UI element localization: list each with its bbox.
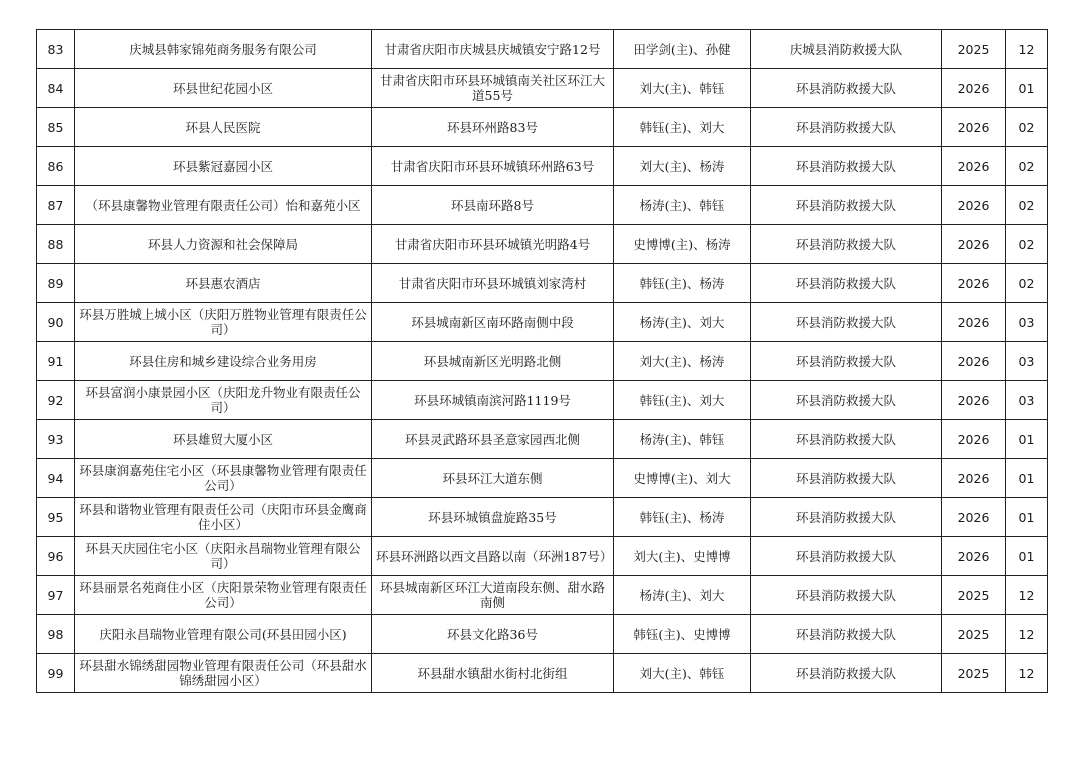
entity-address: 环县环江大道东侧 — [372, 459, 614, 498]
year-cell: 2026 — [942, 381, 1006, 420]
month-cell: 02 — [1006, 108, 1048, 147]
month-cell: 12 — [1006, 30, 1048, 69]
table-row — [37, 654, 1048, 693]
responsible-persons: 田学剑(主)、孙健 — [614, 30, 751, 69]
responsible-persons: 刘大(主)、史博博 — [614, 537, 751, 576]
row-number: 88 — [37, 225, 75, 264]
row-number: 91 — [37, 342, 75, 381]
month-cell: 01 — [1006, 420, 1048, 459]
entity-address: 甘肃省庆阳市环县环城镇光明路4号 — [372, 225, 614, 264]
inspection-table — [36, 29, 1048, 693]
month-cell: 01 — [1006, 498, 1048, 537]
table-row — [37, 576, 1048, 615]
month-cell: 03 — [1006, 342, 1048, 381]
year-cell: 2026 — [942, 537, 1006, 576]
entity-name: 环县天庆园住宅小区（庆阳永昌瑞物业管理有限公司） — [75, 537, 372, 576]
responsible-unit: 环县消防救援大队 — [751, 264, 942, 303]
year-cell: 2026 — [942, 342, 1006, 381]
table-row — [37, 147, 1048, 186]
entity-address: 环县环城镇南滨河路1119号 — [372, 381, 614, 420]
responsible-unit: 环县消防救援大队 — [751, 108, 942, 147]
responsible-unit: 环县消防救援大队 — [751, 576, 942, 615]
entity-name: 环县人民医院 — [75, 108, 372, 147]
year-cell: 2026 — [942, 225, 1006, 264]
responsible-unit: 环县消防救援大队 — [751, 537, 942, 576]
year-cell: 2025 — [942, 576, 1006, 615]
responsible-unit: 环县消防救援大队 — [751, 342, 942, 381]
table-body — [37, 30, 1048, 693]
entity-address: 甘肃省庆阳市环县环城镇环州路63号 — [372, 147, 614, 186]
row-number: 89 — [37, 264, 75, 303]
entity-name: 环县甜水锦绣甜园物业管理有限责任公司（环县甜水锦绣甜园小区） — [75, 654, 372, 693]
entity-name: 环县丽景名苑商住小区（庆阳景荣物业管理有限责任公司） — [75, 576, 372, 615]
entity-name: 环县人力资源和社会保障局 — [75, 225, 372, 264]
row-number: 96 — [37, 537, 75, 576]
entity-address: 环县城南新区环江大道南段东侧、甜水路南侧 — [372, 576, 614, 615]
year-cell: 2026 — [942, 459, 1006, 498]
month-cell: 02 — [1006, 186, 1048, 225]
entity-name: 环县住房和城乡建设综合业务用房 — [75, 342, 372, 381]
year-cell: 2026 — [942, 498, 1006, 537]
responsible-unit: 环县消防救援大队 — [751, 615, 942, 654]
table-row — [37, 303, 1048, 342]
month-cell: 03 — [1006, 303, 1048, 342]
entity-name: 环县万胜城上城小区（庆阳万胜物业管理有限责任公司） — [75, 303, 372, 342]
row-number: 83 — [37, 30, 75, 69]
year-cell: 2025 — [942, 615, 1006, 654]
responsible-unit: 环县消防救援大队 — [751, 498, 942, 537]
responsible-persons: 杨涛(主)、刘大 — [614, 576, 751, 615]
entity-address: 环县文化路36号 — [372, 615, 614, 654]
table-row — [37, 420, 1048, 459]
entity-name: 环县惠农酒店 — [75, 264, 372, 303]
entity-name: 庆城县韩家锦苑商务服务有限公司 — [75, 30, 372, 69]
row-number: 98 — [37, 615, 75, 654]
month-cell: 01 — [1006, 459, 1048, 498]
entity-address: 环县南环路8号 — [372, 186, 614, 225]
entity-address: 环县城南新区光明路北侧 — [372, 342, 614, 381]
responsible-persons: 杨涛(主)、刘大 — [614, 303, 751, 342]
responsible-persons: 杨涛(主)、韩钰 — [614, 420, 751, 459]
row-number: 86 — [37, 147, 75, 186]
entity-address: 环县环洲路以西文昌路以南（环洲187号） — [372, 537, 614, 576]
entity-name: 环县富润小康景园小区（庆阳龙升物业有限责任公司） — [75, 381, 372, 420]
responsible-persons: 杨涛(主)、韩钰 — [614, 186, 751, 225]
responsible-persons: 韩钰(主)、史博博 — [614, 615, 751, 654]
table-row — [37, 381, 1048, 420]
month-cell: 02 — [1006, 264, 1048, 303]
year-cell: 2025 — [942, 654, 1006, 693]
year-cell: 2026 — [942, 303, 1006, 342]
table-row — [37, 615, 1048, 654]
row-number: 92 — [37, 381, 75, 420]
row-number: 97 — [37, 576, 75, 615]
month-cell: 12 — [1006, 654, 1048, 693]
entity-name: 环县紫冠嘉园小区 — [75, 147, 372, 186]
responsible-unit: 环县消防救援大队 — [751, 459, 942, 498]
table-row — [37, 498, 1048, 537]
table-row — [37, 537, 1048, 576]
year-cell: 2026 — [942, 147, 1006, 186]
entity-name: （环县康馨物业管理有限责任公司）怡和嘉苑小区 — [75, 186, 372, 225]
month-cell: 02 — [1006, 225, 1048, 264]
responsible-unit: 环县消防救援大队 — [751, 225, 942, 264]
responsible-persons: 刘大(主)、杨涛 — [614, 147, 751, 186]
row-number: 84 — [37, 69, 75, 108]
year-cell: 2026 — [942, 186, 1006, 225]
row-number: 94 — [37, 459, 75, 498]
month-cell: 12 — [1006, 615, 1048, 654]
entity-address: 环县城南新区南环路南侧中段 — [372, 303, 614, 342]
responsible-persons: 韩钰(主)、刘大 — [614, 381, 751, 420]
responsible-persons: 韩钰(主)、杨涛 — [614, 498, 751, 537]
responsible-persons: 史博博(主)、杨涛 — [614, 225, 751, 264]
responsible-persons: 韩钰(主)、杨涛 — [614, 264, 751, 303]
responsible-unit: 环县消防救援大队 — [751, 654, 942, 693]
entity-address: 甘肃省庆阳市庆城县庆城镇安宁路12号 — [372, 30, 614, 69]
entity-name: 环县和谐物业管理有限责任公司（庆阳市环县金鹰商住小区） — [75, 498, 372, 537]
table-row — [37, 342, 1048, 381]
year-cell: 2026 — [942, 264, 1006, 303]
table-row — [37, 459, 1048, 498]
month-cell: 02 — [1006, 147, 1048, 186]
table-row — [37, 30, 1048, 69]
row-number: 87 — [37, 186, 75, 225]
entity-address: 环县甜水镇甜水街村北街组 — [372, 654, 614, 693]
table-row — [37, 69, 1048, 108]
responsible-unit: 环县消防救援大队 — [751, 186, 942, 225]
month-cell: 12 — [1006, 576, 1048, 615]
responsible-persons: 韩钰(主)、刘大 — [614, 108, 751, 147]
month-cell: 01 — [1006, 69, 1048, 108]
responsible-unit: 环县消防救援大队 — [751, 420, 942, 459]
responsible-unit: 庆城县消防救援大队 — [751, 30, 942, 69]
responsible-unit: 环县消防救援大队 — [751, 69, 942, 108]
table-row — [37, 186, 1048, 225]
responsible-persons: 刘大(主)、杨涛 — [614, 342, 751, 381]
entity-name: 庆阳永昌瑞物业管理有限公司(环县田园小区) — [75, 615, 372, 654]
responsible-unit: 环县消防救援大队 — [751, 147, 942, 186]
table-row — [37, 108, 1048, 147]
year-cell: 2026 — [942, 108, 1006, 147]
row-number: 99 — [37, 654, 75, 693]
month-cell: 03 — [1006, 381, 1048, 420]
responsible-unit: 环县消防救援大队 — [751, 303, 942, 342]
year-cell: 2026 — [942, 69, 1006, 108]
row-number: 90 — [37, 303, 75, 342]
year-cell: 2025 — [942, 30, 1006, 69]
responsible-persons: 刘大(主)、韩钰 — [614, 654, 751, 693]
year-cell: 2026 — [942, 420, 1006, 459]
responsible-persons: 史博博(主)、刘大 — [614, 459, 751, 498]
table-row — [37, 225, 1048, 264]
responsible-persons: 刘大(主)、韩钰 — [614, 69, 751, 108]
row-number: 85 — [37, 108, 75, 147]
month-cell: 01 — [1006, 537, 1048, 576]
row-number: 95 — [37, 498, 75, 537]
entity-address: 甘肃省庆阳市环县环城镇南关社区环江大道55号 — [372, 69, 614, 108]
table-row — [37, 264, 1048, 303]
entity-address: 环县环城镇盘旋路35号 — [372, 498, 614, 537]
row-number: 93 — [37, 420, 75, 459]
responsible-unit: 环县消防救援大队 — [751, 381, 942, 420]
entity-address: 甘肃省庆阳市环县环城镇刘家湾村 — [372, 264, 614, 303]
entity-name: 环县康润嘉苑住宅小区（环县康馨物业管理有限责任公司） — [75, 459, 372, 498]
entity-name: 环县雄贸大厦小区 — [75, 420, 372, 459]
entity-address: 环县灵武路环县圣意家园西北侧 — [372, 420, 614, 459]
entity-name: 环县世纪花园小区 — [75, 69, 372, 108]
entity-address: 环县环州路83号 — [372, 108, 614, 147]
